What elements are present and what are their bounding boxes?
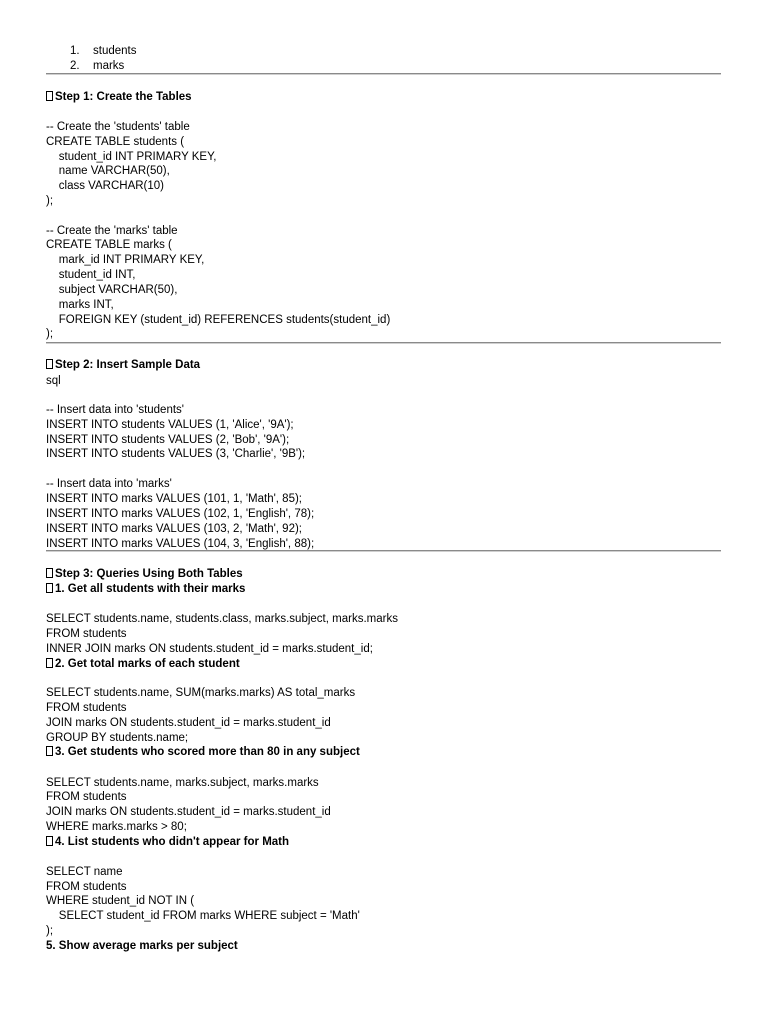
step3-heading: Step 3: Queries Using Both Tables <box>46 567 243 581</box>
missing-glyph-icon <box>46 658 53 668</box>
query4-heading: 4. List students who didn't appear for Math <box>46 835 289 849</box>
missing-glyph-icon <box>46 568 53 578</box>
code-line: SELECT students.name, marks.subject, marks.marks <box>46 777 319 789</box>
code-line: INSERT INTO marks VALUES (104, 3, 'English', 88); <box>46 538 315 550</box>
code-line: FROM students <box>46 702 127 714</box>
horizontal-rule <box>46 342 721 344</box>
step2-heading: Step 2: Insert Sample Data <box>46 358 200 372</box>
code-line: FROM students <box>46 881 127 893</box>
code-line: GROUP BY students.name; <box>46 732 189 744</box>
list-number: 2. <box>70 60 80 72</box>
query2-heading: 2. Get total marks of each student <box>46 657 240 671</box>
code-line: CREATE TABLE students ( <box>46 136 185 148</box>
code-line: mark_id INT PRIMARY KEY, <box>46 254 205 266</box>
query1-heading: 1. Get all students with their marks <box>46 582 245 596</box>
code-line: student_id INT, <box>46 269 136 281</box>
missing-glyph-icon <box>46 836 53 846</box>
code-line: FOREIGN KEY (student_id) REFERENCES students(student_id) <box>46 314 391 326</box>
missing-glyph-icon <box>46 746 53 756</box>
code-line: INSERT INTO students VALUES (3, 'Charlie', '9B'); <box>46 448 306 460</box>
code-line: JOIN marks ON students.student_id = marks.student_id <box>46 717 331 729</box>
code-line: ); <box>46 328 54 340</box>
list-item: marks <box>93 60 125 72</box>
horizontal-rule <box>46 550 721 552</box>
code-line: marks INT, <box>46 299 114 311</box>
code-line: SELECT name <box>46 866 123 878</box>
code-line: INSERT INTO marks VALUES (102, 1, 'English', 78); <box>46 508 315 520</box>
missing-glyph-icon <box>46 583 53 593</box>
code-line: -- Insert data into 'marks' <box>46 478 172 490</box>
code-line: SELECT students.name, students.class, marks.subject, marks.marks <box>46 613 398 625</box>
horizontal-rule <box>46 73 721 75</box>
code-line: INNER JOIN marks ON students.student_id = marks.student_id; <box>46 643 373 655</box>
code-line: -- Create the 'students' table <box>46 121 190 133</box>
code-line: WHERE student_id NOT IN ( <box>46 895 195 907</box>
code-line: FROM students <box>46 791 127 803</box>
missing-glyph-icon <box>46 91 53 101</box>
code-line: INSERT INTO marks VALUES (103, 2, 'Math', 92); <box>46 523 302 535</box>
code-line: sql <box>46 375 61 387</box>
missing-glyph-icon <box>46 359 53 369</box>
query3-heading: 3. Get students who scored more than 80 in any subject <box>46 745 360 759</box>
code-line: name VARCHAR(50), <box>46 165 170 177</box>
code-line: FROM students <box>46 628 127 640</box>
code-line: INSERT INTO students VALUES (1, 'Alice', '9A'); <box>46 419 294 431</box>
code-line: SELECT student_id FROM marks WHERE subject = 'Math' <box>46 910 360 922</box>
step1-heading: Step 1: Create the Tables <box>46 90 192 104</box>
code-line: class VARCHAR(10) <box>46 180 165 192</box>
code-line: ); <box>46 925 54 937</box>
query5-heading: 5. Show average marks per subject <box>46 940 238 952</box>
code-line: INSERT INTO marks VALUES (101, 1, 'Math', 85); <box>46 493 302 505</box>
code-line: student_id INT PRIMARY KEY, <box>46 151 217 163</box>
code-line: INSERT INTO students VALUES (2, 'Bob', '9A'); <box>46 434 290 446</box>
code-line: -- Create the 'marks' table <box>46 225 178 237</box>
code-line: JOIN marks ON students.student_id = marks.student_id <box>46 806 331 818</box>
code-line: SELECT students.name, SUM(marks.marks) AS total_marks <box>46 687 356 699</box>
code-line: -- Insert data into 'students' <box>46 404 184 416</box>
code-line: ); <box>46 195 54 207</box>
list-number: 1. <box>70 45 80 57</box>
list-item: students <box>93 45 137 57</box>
code-line: subject VARCHAR(50), <box>46 284 178 296</box>
code-line: WHERE marks.marks > 80; <box>46 821 187 833</box>
code-line: CREATE TABLE marks ( <box>46 239 172 251</box>
